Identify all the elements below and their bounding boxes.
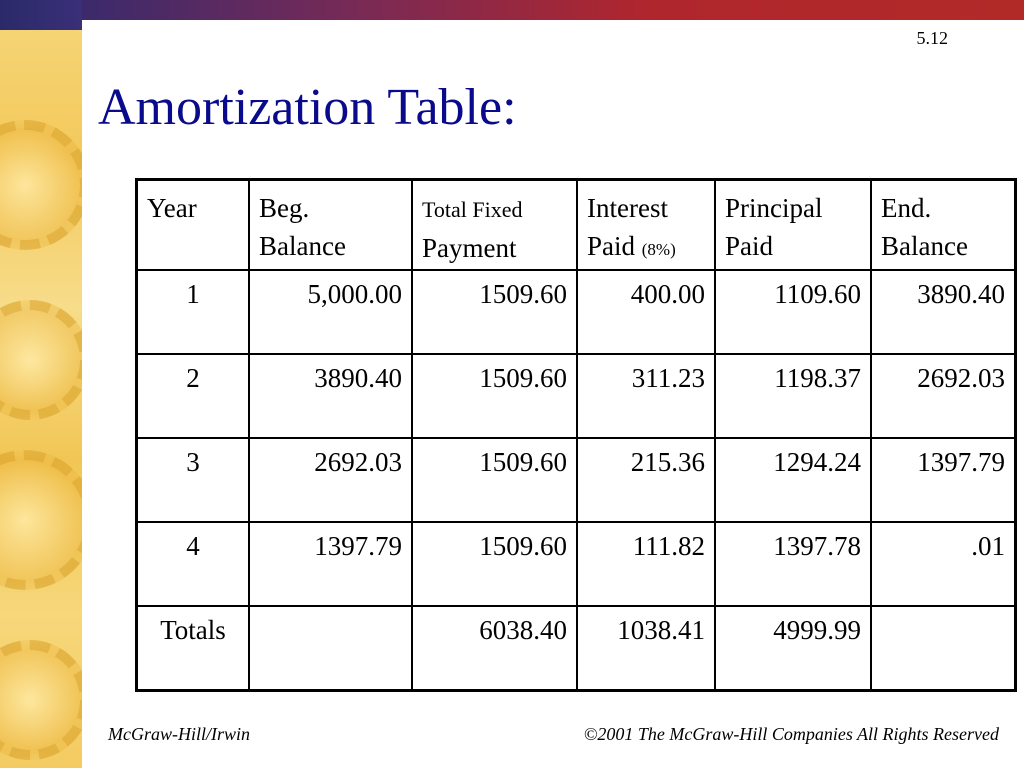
gear-decoration bbox=[0, 450, 82, 590]
cell-principal: 1397.78 bbox=[715, 522, 871, 606]
header-interest-paid: Interest Paid (8%) bbox=[577, 180, 715, 271]
cell-year: 2 bbox=[137, 354, 250, 438]
table-header-row bbox=[137, 180, 1016, 271]
cell-principal: 1109.60 bbox=[715, 270, 871, 354]
cell-interest: 311.23 bbox=[577, 354, 715, 438]
cell-end-balance bbox=[871, 606, 1016, 691]
cell-beg-balance: 1397.79 bbox=[249, 522, 412, 606]
cell-payment: 1509.60 bbox=[412, 522, 577, 606]
header-total-fixed-payment: Total Fixed Payment bbox=[412, 180, 577, 271]
table-row bbox=[137, 354, 1016, 438]
amortization-table-container bbox=[135, 178, 1017, 692]
cell-payment: 1509.60 bbox=[412, 270, 577, 354]
cell-end-balance: .01 bbox=[871, 522, 1016, 606]
cell-beg-balance: 5,000.00 bbox=[249, 270, 412, 354]
top-banner bbox=[82, 0, 1024, 20]
cell-end-balance: 3890.40 bbox=[871, 270, 1016, 354]
cell-payment: 1509.60 bbox=[412, 354, 577, 438]
corner-decoration bbox=[0, 0, 82, 30]
cell-beg-balance: 3890.40 bbox=[249, 354, 412, 438]
cell-year: 3 bbox=[137, 438, 250, 522]
cell-interest: 400.00 bbox=[577, 270, 715, 354]
cell-year: 4 bbox=[137, 522, 250, 606]
slide-number: 5.12 bbox=[916, 28, 948, 48]
gear-decoration bbox=[0, 300, 82, 420]
header-beg-balance: Beg. Balance bbox=[249, 180, 412, 271]
amortization-table bbox=[135, 178, 1017, 692]
cell-end-balance: 2692.03 bbox=[871, 354, 1016, 438]
cell-principal-total: 4999.99 bbox=[715, 606, 871, 691]
cell-payment: 1509.60 bbox=[412, 438, 577, 522]
cell-interest: 111.82 bbox=[577, 522, 715, 606]
slide-title: Amortization Table: bbox=[98, 79, 517, 136]
cell-principal: 1198.37 bbox=[715, 354, 871, 438]
gear-decoration bbox=[0, 640, 82, 760]
totals-row bbox=[137, 606, 1016, 691]
cell-end-balance: 1397.79 bbox=[871, 438, 1016, 522]
footer-copyright: ©2001 The McGraw-Hill Companies All Rights Reserved bbox=[583, 724, 999, 744]
header-year: Year bbox=[137, 180, 250, 271]
header-end-balance: End. Balance bbox=[871, 180, 1016, 271]
table-row bbox=[137, 270, 1016, 354]
cell-principal: 1294.24 bbox=[715, 438, 871, 522]
cell-beg-balance bbox=[249, 606, 412, 691]
table-row bbox=[137, 522, 1016, 606]
header-principal-paid: Principal Paid bbox=[715, 180, 871, 271]
cell-totals-label: Totals bbox=[137, 606, 250, 691]
footer-publisher: McGraw-Hill/Irwin bbox=[108, 724, 250, 744]
cell-payment-total: 6038.40 bbox=[412, 606, 577, 691]
cell-interest: 215.36 bbox=[577, 438, 715, 522]
cell-interest-total: 1038.41 bbox=[577, 606, 715, 691]
table-row bbox=[137, 438, 1016, 522]
gear-decoration bbox=[0, 120, 82, 250]
interest-rate-note: (8%) bbox=[641, 240, 676, 259]
cell-beg-balance: 2692.03 bbox=[249, 438, 412, 522]
decorative-side-strip bbox=[0, 0, 82, 768]
cell-year: 1 bbox=[137, 270, 250, 354]
